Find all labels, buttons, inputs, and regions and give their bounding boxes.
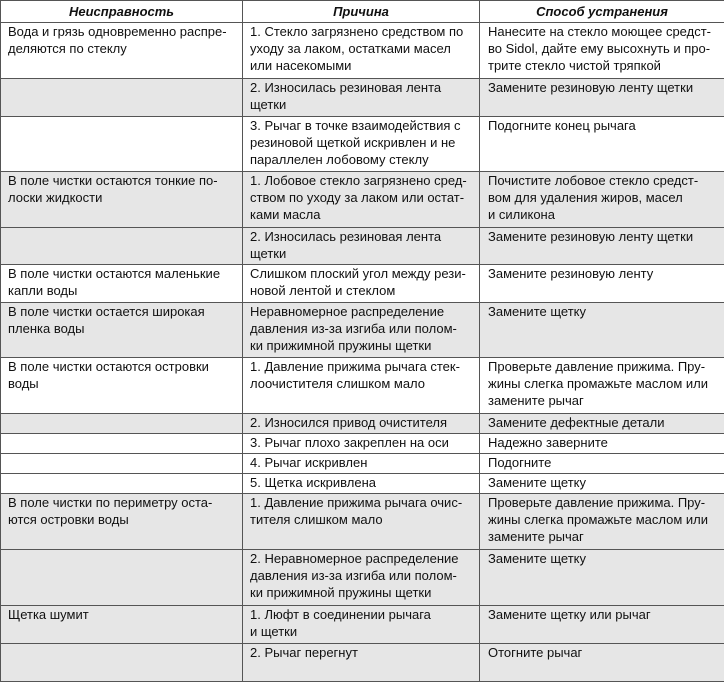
table-row	[1, 434, 724, 454]
cause-cell: Неравномерное распределение давления из-за изгиба или полом- ки прижимной пружины щетки	[243, 303, 480, 358]
remedy-cell: Подогните	[480, 454, 724, 474]
header-fault: Неисправность	[1, 1, 243, 23]
remedy-cell: Нанесите на стекло моющее средст- во Sidol, дайте ему высохнуть и про- трите стекло чистой тряпкой	[480, 23, 724, 79]
table-row	[1, 79, 724, 117]
fault-cell	[1, 79, 243, 117]
cause-cell: Слишком плоский угол между рези- новой лентой и стеклом	[243, 265, 480, 303]
cause-cell: 2. Износилась резиновая лента щетки	[243, 79, 480, 117]
fault-cell: В поле чистки остаются тонкие по- лоски жидкости	[1, 172, 243, 228]
cause-cell: 2. Износился привод очистителя	[243, 414, 480, 434]
cause-cell: 1. Лобовое стекло загрязнено сред- ством по уходу за лаком или остат- ками масла	[243, 172, 480, 228]
remedy-cell: Замените щетку	[480, 550, 724, 606]
fault-cell	[1, 454, 243, 474]
table-header-row	[1, 1, 724, 23]
table-row	[1, 172, 724, 228]
fault-cell: Щетка шумит	[1, 606, 243, 644]
table-row	[1, 474, 724, 494]
cause-cell: 2. Износилась резиновая лента щетки	[243, 228, 480, 265]
fault-cell: В поле чистки остаются островки воды	[1, 358, 243, 414]
header-remedy: Способ устранения	[480, 1, 724, 23]
fault-cell	[1, 644, 243, 682]
remedy-cell: Надежно заверните	[480, 434, 724, 454]
remedy-cell: Замените резиновую ленту	[480, 265, 724, 303]
cause-cell: 5. Щетка искривлена	[243, 474, 480, 494]
table-row	[1, 644, 724, 682]
table-row	[1, 228, 724, 265]
remedy-cell: Почистите лобовое стекло средст- вом для удаления жиров, масел и силикона	[480, 172, 724, 228]
cause-cell: 1. Давление прижима рычага очис- тителя слишком мало	[243, 494, 480, 550]
fault-cell	[1, 550, 243, 606]
cause-cell: 4. Рычаг искривлен	[243, 454, 480, 474]
cause-cell: 3. Рычаг в точке взаимодействия с резиновой щеткой искривлен и не параллелен лобовому стеклу	[243, 117, 480, 172]
table-row	[1, 358, 724, 414]
fault-cell: В поле чистки остается широкая пленка воды	[1, 303, 243, 358]
cause-cell: 1. Люфт в соединении рычага и щетки	[243, 606, 480, 644]
fault-cell: В поле чистки по периметру оста- ются островки воды	[1, 494, 243, 550]
cause-cell: 1. Давление прижима рычага стек- лоочистителя слишком мало	[243, 358, 480, 414]
remedy-cell: Проверьте давление прижима. Пру- жины слегка промажьте маслом или замените рычаг	[480, 358, 724, 414]
remedy-cell: Замените щетку	[480, 303, 724, 358]
remedy-cell: Замените резиновую ленту щетки	[480, 228, 724, 265]
fault-cell: Вода и грязь одновременно распре- деляются по стеклу	[1, 23, 243, 79]
table-row	[1, 454, 724, 474]
remedy-cell: Отогните рычаг	[480, 644, 724, 682]
fault-cell	[1, 434, 243, 454]
remedy-cell: Проверьте давление прижима. Пру- жины слегка промажьте маслом или замените рычаг	[480, 494, 724, 550]
cause-cell: 2. Неравномерное распределение давления из-за изгиба или полом- ки прижимной пружины щетки	[243, 550, 480, 606]
table-row	[1, 414, 724, 434]
table-row	[1, 494, 724, 550]
remedy-cell: Замените щетку	[480, 474, 724, 494]
remedy-cell: Замените резиновую ленту щетки	[480, 79, 724, 117]
remedy-cell: Подогните конец рычага	[480, 117, 724, 172]
cause-cell: 1. Стекло загрязнено средством по уходу за лаком, остатками масел или насекомыми	[243, 23, 480, 79]
remedy-cell: Замените щетку или рычаг	[480, 606, 724, 644]
header-cause: Причина	[243, 1, 480, 23]
fault-cell: В поле чистки остаются маленькие капли воды	[1, 265, 243, 303]
table-row	[1, 23, 724, 79]
table-row	[1, 606, 724, 644]
cause-cell: 3. Рычаг плохо закреплен на оси	[243, 434, 480, 454]
remedy-cell: Замените дефектные детали	[480, 414, 724, 434]
fault-cell	[1, 474, 243, 494]
fault-cell	[1, 117, 243, 172]
table-row	[1, 303, 724, 358]
cause-cell: 2. Рычаг перегнут	[243, 644, 480, 682]
table-row	[1, 550, 724, 606]
fault-cell	[1, 414, 243, 434]
table-row	[1, 117, 724, 172]
fault-cell	[1, 228, 243, 265]
table-row	[1, 265, 724, 303]
